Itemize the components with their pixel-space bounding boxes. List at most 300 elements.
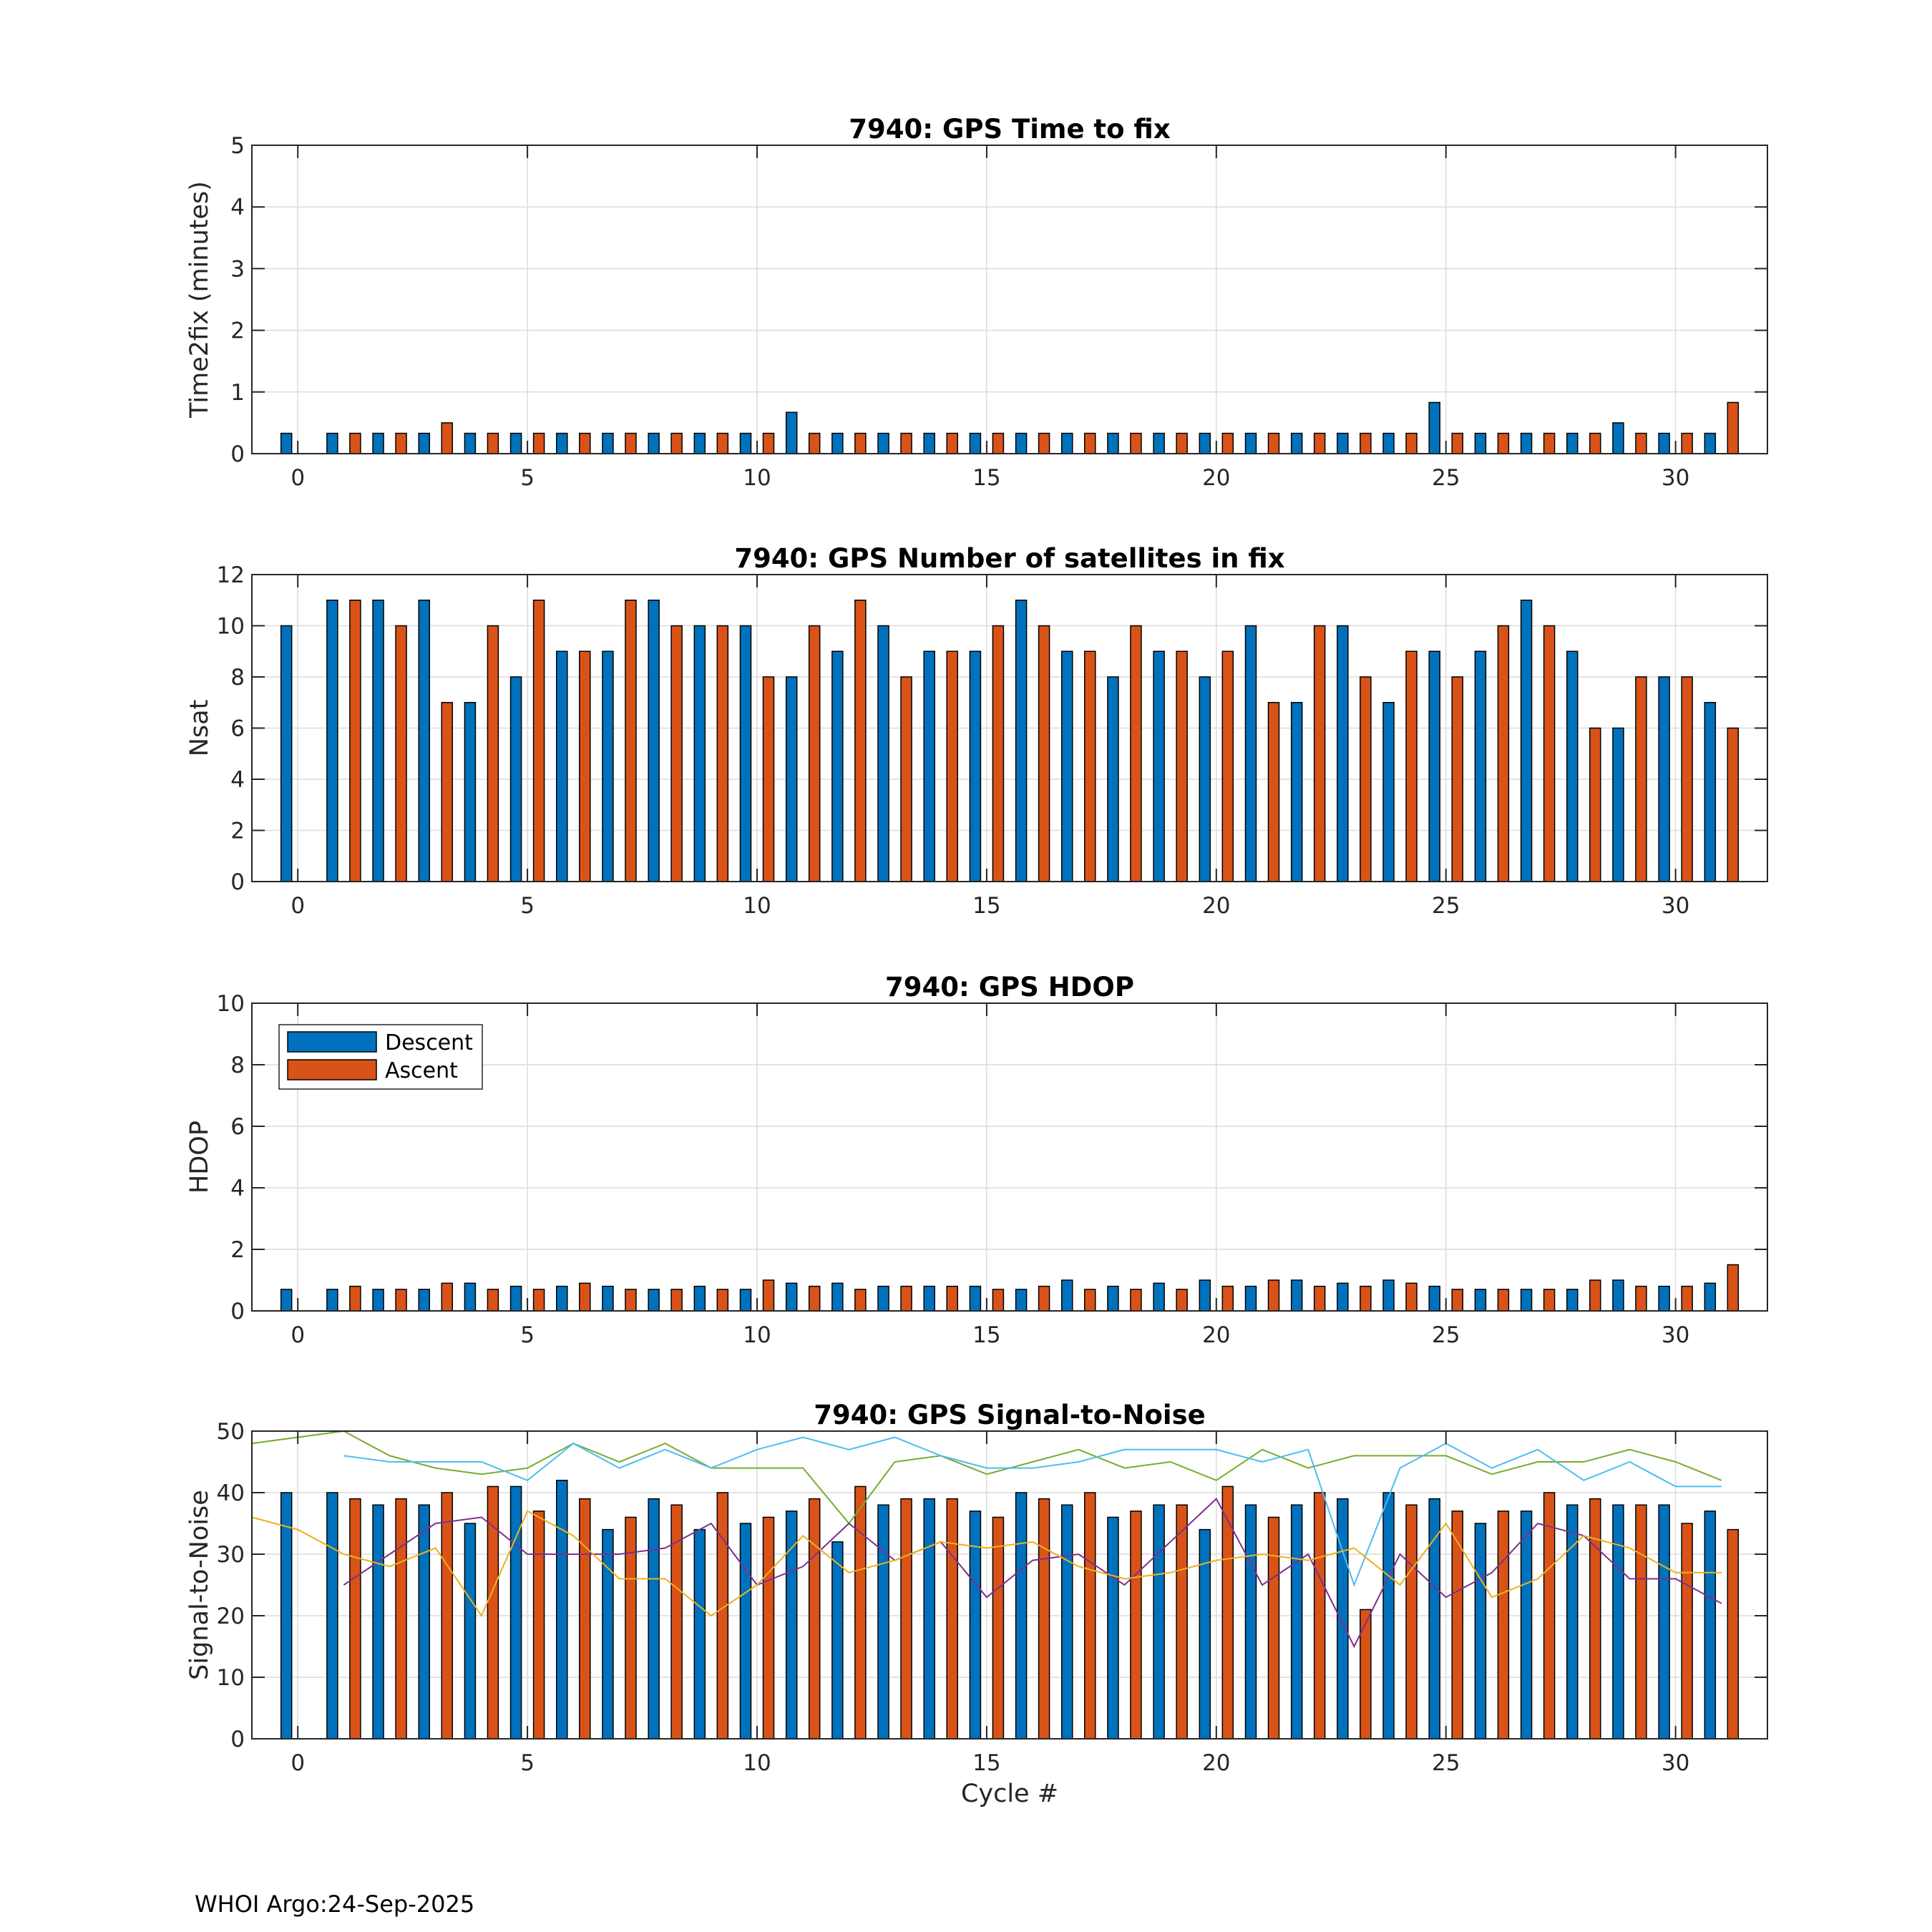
bar-descent-cycle-28 — [1567, 651, 1578, 882]
bar-ascent-cycle-16 — [1039, 626, 1050, 882]
x-tick-label: 10 — [743, 1322, 771, 1348]
bar-descent-cycle-23 — [1337, 1283, 1348, 1311]
bar-ascent-cycle-16 — [1039, 1287, 1050, 1311]
bar-descent-cycle-18 — [1108, 1287, 1118, 1311]
bar-descent-cycle-0 — [281, 434, 292, 454]
bar-descent-cycle-28 — [1567, 1505, 1578, 1739]
bar-ascent-cycle-21 — [1269, 434, 1279, 454]
bar-ascent-cycle-17 — [1085, 1493, 1096, 1739]
bar-ascent-cycle-7 — [625, 434, 636, 454]
bar-ascent-cycle-29 — [1636, 1287, 1646, 1311]
y-tick-label: 4 — [230, 767, 245, 793]
bar-descent-cycle-31 — [1704, 1511, 1715, 1739]
bar-descent-cycle-27 — [1521, 600, 1532, 882]
x-tick-label: 20 — [1202, 1750, 1231, 1776]
bar-descent-cycle-1 — [327, 1289, 338, 1311]
bar-ascent-cycle-31 — [1727, 1530, 1738, 1739]
x-tick-label: 25 — [1432, 893, 1460, 919]
bar-descent-cycle-15 — [970, 1287, 980, 1311]
y-tick-label: 2 — [230, 318, 245, 344]
bar-descent-cycle-29 — [1613, 1505, 1624, 1739]
bar-descent-cycle-30 — [1659, 1505, 1669, 1739]
bar-descent-cycle-20 — [1199, 434, 1210, 454]
x-tick-label: 0 — [291, 893, 306, 919]
y-tick-label: 10 — [216, 613, 245, 640]
bar-descent-cycle-30 — [1659, 434, 1669, 454]
bar-ascent-cycle-27 — [1544, 1493, 1555, 1739]
footer-text: WHOI Argo:24-Sep-2025 — [195, 1890, 475, 1918]
bar-descent-cycle-11 — [786, 1283, 797, 1311]
chart-panel-3 — [185, 972, 1767, 1348]
bar-ascent-cycle-22 — [1314, 1493, 1325, 1739]
bar-ascent-cycle-16 — [1039, 434, 1050, 454]
bar-ascent-cycle-9 — [717, 434, 728, 454]
bar-descent-cycle-16 — [1016, 434, 1027, 454]
bar-descent-cycle-5 — [511, 1486, 522, 1739]
bar-descent-cycle-21 — [1246, 626, 1257, 882]
bar-ascent-cycle-19 — [1176, 651, 1187, 882]
bar-ascent-cycle-13 — [901, 434, 912, 454]
bar-descent-cycle-19 — [1153, 434, 1164, 454]
bar-descent-cycle-30 — [1659, 1287, 1669, 1311]
bar-ascent-cycle-12 — [855, 1486, 866, 1739]
legend-label-ascent: Ascent — [385, 1058, 458, 1083]
x-tick-label: 15 — [972, 1750, 1001, 1776]
bar-descent-cycle-3 — [419, 600, 429, 882]
bar-descent-cycle-18 — [1108, 434, 1118, 454]
bar-ascent-cycle-19 — [1176, 1505, 1187, 1739]
bar-ascent-cycle-9 — [717, 1493, 728, 1739]
bar-descent-cycle-4 — [464, 1283, 475, 1311]
bar-descent-cycle-0 — [281, 626, 292, 882]
bar-ascent-cycle-5 — [534, 434, 545, 454]
bar-ascent-cycle-3 — [441, 423, 452, 454]
bar-ascent-cycle-6 — [580, 651, 590, 882]
bar-descent-cycle-1 — [327, 434, 338, 454]
bar-ascent-cycle-20 — [1222, 1287, 1233, 1311]
bar-descent-cycle-17 — [1062, 1505, 1073, 1739]
x-tick-label: 5 — [520, 465, 535, 491]
y-tick-label: 2 — [230, 818, 245, 844]
bar-descent-cycle-22 — [1292, 703, 1302, 882]
bar-descent-cycle-19 — [1153, 1505, 1164, 1739]
bar-descent-cycle-24 — [1383, 1280, 1394, 1311]
bar-ascent-cycle-28 — [1590, 1280, 1601, 1311]
x-tick-label: 25 — [1432, 465, 1460, 491]
y-tick-label: 30 — [216, 1542, 245, 1568]
x-tick-label: 25 — [1432, 1750, 1460, 1776]
bar-descent-cycle-24 — [1383, 434, 1394, 454]
y-tick-label: 50 — [216, 1419, 245, 1445]
bar-descent-cycle-14 — [924, 1287, 935, 1311]
bar-ascent-cycle-22 — [1314, 626, 1325, 882]
bar-ascent-cycle-20 — [1222, 434, 1233, 454]
bar-ascent-cycle-24 — [1406, 434, 1417, 454]
y-tick-label: 10 — [216, 1665, 245, 1691]
bar-ascent-cycle-15 — [992, 1517, 1003, 1739]
bar-descent-cycle-17 — [1062, 434, 1073, 454]
bar-descent-cycle-20 — [1199, 1280, 1210, 1311]
y-axis-label: Signal-to-Noise — [185, 1490, 214, 1680]
y-axis-label: HDOP — [185, 1121, 214, 1194]
x-tick-label: 0 — [291, 1322, 306, 1348]
bar-descent-cycle-4 — [464, 434, 475, 454]
bar-descent-cycle-10 — [741, 626, 751, 882]
bar-descent-cycle-11 — [786, 1511, 797, 1739]
bar-descent-cycle-16 — [1016, 1289, 1027, 1311]
bar-ascent-cycle-13 — [901, 1287, 912, 1311]
legend — [279, 1025, 482, 1089]
bar-ascent-cycle-10 — [763, 677, 774, 882]
bar-ascent-cycle-25 — [1452, 677, 1463, 882]
bar-ascent-cycle-18 — [1131, 626, 1141, 882]
bar-descent-cycle-21 — [1246, 1287, 1257, 1311]
bar-ascent-cycle-1 — [350, 1499, 361, 1739]
bar-descent-cycle-2 — [373, 1289, 384, 1311]
y-tick-label: 1 — [230, 379, 245, 406]
plot-area — [252, 1431, 1767, 1739]
bar-descent-cycle-17 — [1062, 651, 1073, 882]
bar-ascent-cycle-16 — [1039, 1499, 1050, 1739]
bar-descent-cycle-14 — [924, 651, 935, 882]
y-tick-label: 0 — [230, 441, 245, 467]
bar-descent-cycle-10 — [741, 1289, 751, 1311]
bar-descent-cycle-31 — [1704, 703, 1715, 882]
y-tick-label: 3 — [230, 256, 245, 283]
bar-descent-cycle-13 — [878, 626, 889, 882]
bar-descent-cycle-26 — [1475, 434, 1485, 454]
bar-ascent-cycle-11 — [809, 626, 820, 882]
bar-descent-cycle-22 — [1292, 434, 1302, 454]
y-tick-label: 0 — [230, 869, 245, 895]
bar-ascent-cycle-17 — [1085, 434, 1096, 454]
bar-ascent-cycle-12 — [855, 1289, 866, 1311]
bar-ascent-cycle-26 — [1498, 434, 1508, 454]
bar-ascent-cycle-21 — [1269, 703, 1279, 882]
bar-ascent-cycle-8 — [671, 1289, 682, 1311]
bar-ascent-cycle-9 — [717, 1289, 728, 1311]
bar-descent-cycle-8 — [648, 600, 659, 882]
bar-ascent-cycle-11 — [809, 1499, 820, 1739]
chart-title: 7940: GPS HDOP — [885, 972, 1134, 1002]
bar-ascent-cycle-24 — [1406, 651, 1417, 882]
bar-ascent-cycle-23 — [1360, 1287, 1371, 1311]
bar-descent-cycle-7 — [602, 434, 613, 454]
bar-descent-cycle-1 — [327, 1493, 338, 1739]
x-tick-label: 10 — [743, 1750, 771, 1776]
bar-descent-cycle-17 — [1062, 1280, 1073, 1311]
bar-descent-cycle-2 — [373, 600, 384, 882]
bar-descent-cycle-0 — [281, 1493, 292, 1739]
bar-ascent-cycle-1 — [350, 600, 361, 882]
bar-ascent-cycle-10 — [763, 1517, 774, 1739]
bar-descent-cycle-1 — [327, 600, 338, 882]
bar-ascent-cycle-6 — [580, 1499, 590, 1739]
y-tick-label: 5 — [230, 133, 245, 159]
y-tick-label: 8 — [230, 1053, 245, 1078]
bar-ascent-cycle-10 — [763, 1280, 774, 1311]
x-tick-label: 20 — [1202, 1322, 1231, 1348]
bar-ascent-cycle-2 — [396, 1289, 406, 1311]
bar-ascent-cycle-8 — [671, 434, 682, 454]
bar-ascent-cycle-14 — [947, 1287, 957, 1311]
bar-descent-cycle-6 — [557, 1287, 567, 1311]
bar-descent-cycle-21 — [1246, 1505, 1257, 1739]
bar-ascent-cycle-13 — [901, 677, 912, 882]
bar-descent-cycle-7 — [602, 1530, 613, 1739]
x-tick-label: 25 — [1432, 1322, 1460, 1348]
x-tick-label: 30 — [1661, 1750, 1690, 1776]
x-axis-label: Cycle # — [960, 1780, 1059, 1808]
y-tick-label: 0 — [230, 1727, 245, 1752]
chart-panels — [185, 114, 1767, 1808]
bar-descent-cycle-15 — [970, 434, 980, 454]
bar-ascent-cycle-21 — [1269, 1517, 1279, 1739]
bar-ascent-cycle-8 — [671, 626, 682, 882]
bar-descent-cycle-5 — [511, 1287, 522, 1311]
bar-ascent-cycle-24 — [1406, 1283, 1417, 1311]
bar-descent-cycle-25 — [1429, 1287, 1440, 1311]
bar-ascent-cycle-25 — [1452, 1289, 1463, 1311]
bar-ascent-cycle-28 — [1590, 434, 1601, 454]
bar-ascent-cycle-15 — [992, 1289, 1003, 1311]
bar-descent-cycle-16 — [1016, 600, 1027, 882]
bar-ascent-cycle-30 — [1682, 434, 1692, 454]
bar-ascent-cycle-27 — [1544, 434, 1555, 454]
bar-descent-cycle-31 — [1704, 434, 1715, 454]
y-tick-label: 10 — [216, 991, 245, 1017]
bar-ascent-cycle-6 — [580, 434, 590, 454]
bar-descent-cycle-14 — [924, 434, 935, 454]
bar-ascent-cycle-4 — [487, 1289, 498, 1311]
bar-descent-cycle-18 — [1108, 677, 1118, 882]
bar-descent-cycle-20 — [1199, 677, 1210, 882]
bar-descent-cycle-6 — [557, 434, 567, 454]
bar-ascent-cycle-30 — [1682, 677, 1692, 882]
bar-descent-cycle-23 — [1337, 626, 1348, 882]
bar-ascent-cycle-21 — [1269, 1280, 1279, 1311]
bar-descent-cycle-25 — [1429, 651, 1440, 882]
legend-swatch-descent — [288, 1032, 376, 1052]
bar-descent-cycle-8 — [648, 1289, 659, 1311]
y-tick-label: 4 — [230, 1176, 245, 1201]
bar-ascent-cycle-4 — [487, 434, 498, 454]
bar-descent-cycle-28 — [1567, 434, 1578, 454]
bar-descent-cycle-29 — [1613, 423, 1624, 454]
bar-descent-cycle-12 — [832, 1283, 843, 1311]
bar-descent-cycle-23 — [1337, 434, 1348, 454]
bar-ascent-cycle-24 — [1406, 1505, 1417, 1739]
y-axis-label: Nsat — [185, 699, 214, 757]
bar-ascent-cycle-7 — [625, 1289, 636, 1311]
bar-ascent-cycle-26 — [1498, 1289, 1508, 1311]
bar-ascent-cycle-1 — [350, 1287, 361, 1311]
chart-panel-4 — [185, 1400, 1767, 1808]
bar-ascent-cycle-22 — [1314, 1287, 1325, 1311]
legend-label-descent: Descent — [385, 1030, 473, 1055]
bar-ascent-cycle-30 — [1682, 1287, 1692, 1311]
bar-ascent-cycle-29 — [1636, 434, 1646, 454]
bar-ascent-cycle-29 — [1636, 677, 1646, 882]
y-tick-label: 40 — [216, 1480, 245, 1506]
bar-ascent-cycle-23 — [1360, 677, 1371, 882]
bar-ascent-cycle-5 — [534, 1289, 545, 1311]
bar-descent-cycle-18 — [1108, 1517, 1118, 1739]
bar-ascent-cycle-2 — [396, 434, 406, 454]
bar-ascent-cycle-26 — [1498, 1511, 1508, 1739]
x-tick-label: 30 — [1661, 893, 1690, 919]
bar-descent-cycle-19 — [1153, 1283, 1164, 1311]
bar-ascent-cycle-15 — [992, 434, 1003, 454]
bar-descent-cycle-22 — [1292, 1280, 1302, 1311]
bar-descent-cycle-6 — [557, 1480, 567, 1739]
bar-descent-cycle-27 — [1521, 434, 1532, 454]
bar-ascent-cycle-27 — [1544, 626, 1555, 882]
bar-ascent-cycle-5 — [534, 600, 545, 882]
bar-descent-cycle-5 — [511, 677, 522, 882]
chart-title: 7940: GPS Number of satellites in fix — [734, 543, 1285, 574]
bar-descent-cycle-29 — [1613, 728, 1624, 882]
bar-ascent-cycle-27 — [1544, 1289, 1555, 1311]
legend-swatch-ascent — [288, 1060, 376, 1080]
bar-ascent-cycle-11 — [809, 1287, 820, 1311]
y-tick-label: 6 — [230, 1114, 245, 1140]
bar-descent-cycle-29 — [1613, 1280, 1624, 1311]
y-tick-label: 2 — [230, 1237, 245, 1263]
bar-ascent-cycle-3 — [441, 703, 452, 882]
bar-descent-cycle-14 — [924, 1499, 935, 1739]
bar-descent-cycle-12 — [832, 651, 843, 882]
chart-title: 7940: GPS Signal-to-Noise — [814, 1400, 1206, 1430]
y-tick-label: 4 — [230, 195, 245, 221]
bar-descent-cycle-2 — [373, 1505, 384, 1739]
bar-descent-cycle-8 — [648, 434, 659, 454]
y-tick-label: 20 — [216, 1604, 245, 1629]
y-tick-label: 0 — [230, 1299, 245, 1324]
bar-ascent-cycle-12 — [855, 434, 866, 454]
bar-descent-cycle-11 — [786, 412, 797, 454]
chart-panel-1 — [185, 114, 1767, 491]
y-tick-label: 12 — [216, 562, 245, 588]
chart-title: 7940: GPS Time to fix — [849, 114, 1171, 145]
bar-descent-cycle-21 — [1246, 434, 1257, 454]
bar-descent-cycle-22 — [1292, 1505, 1302, 1739]
bar-descent-cycle-9 — [694, 1530, 705, 1739]
x-tick-label: 10 — [743, 465, 771, 491]
x-tick-label: 15 — [972, 893, 1001, 919]
x-tick-label: 15 — [972, 465, 1001, 491]
bar-descent-cycle-27 — [1521, 1289, 1532, 1311]
bar-ascent-cycle-25 — [1452, 1511, 1463, 1739]
bar-ascent-cycle-20 — [1222, 1486, 1233, 1739]
bar-descent-cycle-31 — [1704, 1283, 1715, 1311]
bar-descent-cycle-7 — [602, 1287, 613, 1311]
bar-descent-cycle-13 — [878, 434, 889, 454]
y-tick-label: 6 — [230, 716, 245, 742]
bar-descent-cycle-9 — [694, 626, 705, 882]
chart-panel-2 — [185, 543, 1767, 919]
bar-ascent-cycle-7 — [625, 600, 636, 882]
bar-ascent-cycle-3 — [441, 1493, 452, 1739]
bar-ascent-cycle-7 — [625, 1517, 636, 1739]
bar-ascent-cycle-20 — [1222, 651, 1233, 882]
bar-descent-cycle-15 — [970, 1511, 980, 1739]
bar-descent-cycle-10 — [741, 434, 751, 454]
bar-ascent-cycle-30 — [1682, 1523, 1692, 1739]
bar-ascent-cycle-19 — [1176, 434, 1187, 454]
plot-area — [252, 145, 1767, 454]
bar-descent-cycle-27 — [1521, 1511, 1532, 1739]
bar-ascent-cycle-2 — [396, 1499, 406, 1739]
bar-descent-cycle-20 — [1199, 1530, 1210, 1739]
bar-descent-cycle-8 — [648, 1499, 659, 1739]
bar-descent-cycle-9 — [694, 1287, 705, 1311]
bar-descent-cycle-4 — [464, 1523, 475, 1739]
bar-descent-cycle-13 — [878, 1505, 889, 1739]
bar-descent-cycle-6 — [557, 651, 567, 882]
bar-descent-cycle-25 — [1429, 402, 1440, 454]
bar-descent-cycle-4 — [464, 703, 475, 882]
bar-ascent-cycle-23 — [1360, 1609, 1371, 1739]
x-tick-label: 30 — [1661, 1322, 1690, 1348]
x-tick-label: 20 — [1202, 893, 1231, 919]
bar-ascent-cycle-15 — [992, 626, 1003, 882]
bar-descent-cycle-15 — [970, 651, 980, 882]
bar-descent-cycle-3 — [419, 1289, 429, 1311]
bar-ascent-cycle-2 — [396, 626, 406, 882]
bar-descent-cycle-13 — [878, 1287, 889, 1311]
bar-descent-cycle-3 — [419, 1505, 429, 1739]
bar-ascent-cycle-14 — [947, 651, 957, 882]
x-tick-label: 5 — [520, 1750, 535, 1776]
bar-ascent-cycle-19 — [1176, 1289, 1187, 1311]
bar-descent-cycle-5 — [511, 434, 522, 454]
bar-ascent-cycle-11 — [809, 434, 820, 454]
bar-ascent-cycle-4 — [487, 626, 498, 882]
bar-ascent-cycle-18 — [1131, 434, 1141, 454]
bar-ascent-cycle-1 — [350, 434, 361, 454]
bar-ascent-cycle-31 — [1727, 402, 1738, 454]
bar-descent-cycle-12 — [832, 1542, 843, 1739]
bar-ascent-cycle-17 — [1085, 1289, 1096, 1311]
bar-ascent-cycle-28 — [1590, 1499, 1601, 1739]
x-tick-label: 0 — [291, 1750, 306, 1776]
bar-ascent-cycle-18 — [1131, 1511, 1141, 1739]
bar-ascent-cycle-31 — [1727, 1265, 1738, 1312]
x-tick-label: 5 — [520, 1322, 535, 1348]
y-axis-label: Time2fix (minutes) — [185, 181, 214, 418]
x-tick-label: 30 — [1661, 465, 1690, 491]
bar-descent-cycle-28 — [1567, 1289, 1578, 1311]
bar-ascent-cycle-14 — [947, 1499, 957, 1739]
y-tick-label: 8 — [230, 665, 245, 691]
bar-descent-cycle-9 — [694, 434, 705, 454]
x-tick-label: 5 — [520, 893, 535, 919]
bar-ascent-cycle-13 — [901, 1499, 912, 1739]
x-tick-label: 0 — [291, 465, 306, 491]
x-tick-label: 20 — [1202, 465, 1231, 491]
bar-ascent-cycle-5 — [534, 1511, 545, 1739]
bar-ascent-cycle-3 — [441, 1283, 452, 1311]
bar-ascent-cycle-14 — [947, 434, 957, 454]
bar-descent-cycle-12 — [832, 434, 843, 454]
bar-descent-cycle-10 — [741, 1523, 751, 1739]
bar-ascent-cycle-6 — [580, 1283, 590, 1311]
bar-ascent-cycle-9 — [717, 626, 728, 882]
x-tick-label: 15 — [972, 1322, 1001, 1348]
bar-ascent-cycle-31 — [1727, 728, 1738, 882]
bar-descent-cycle-19 — [1153, 651, 1164, 882]
